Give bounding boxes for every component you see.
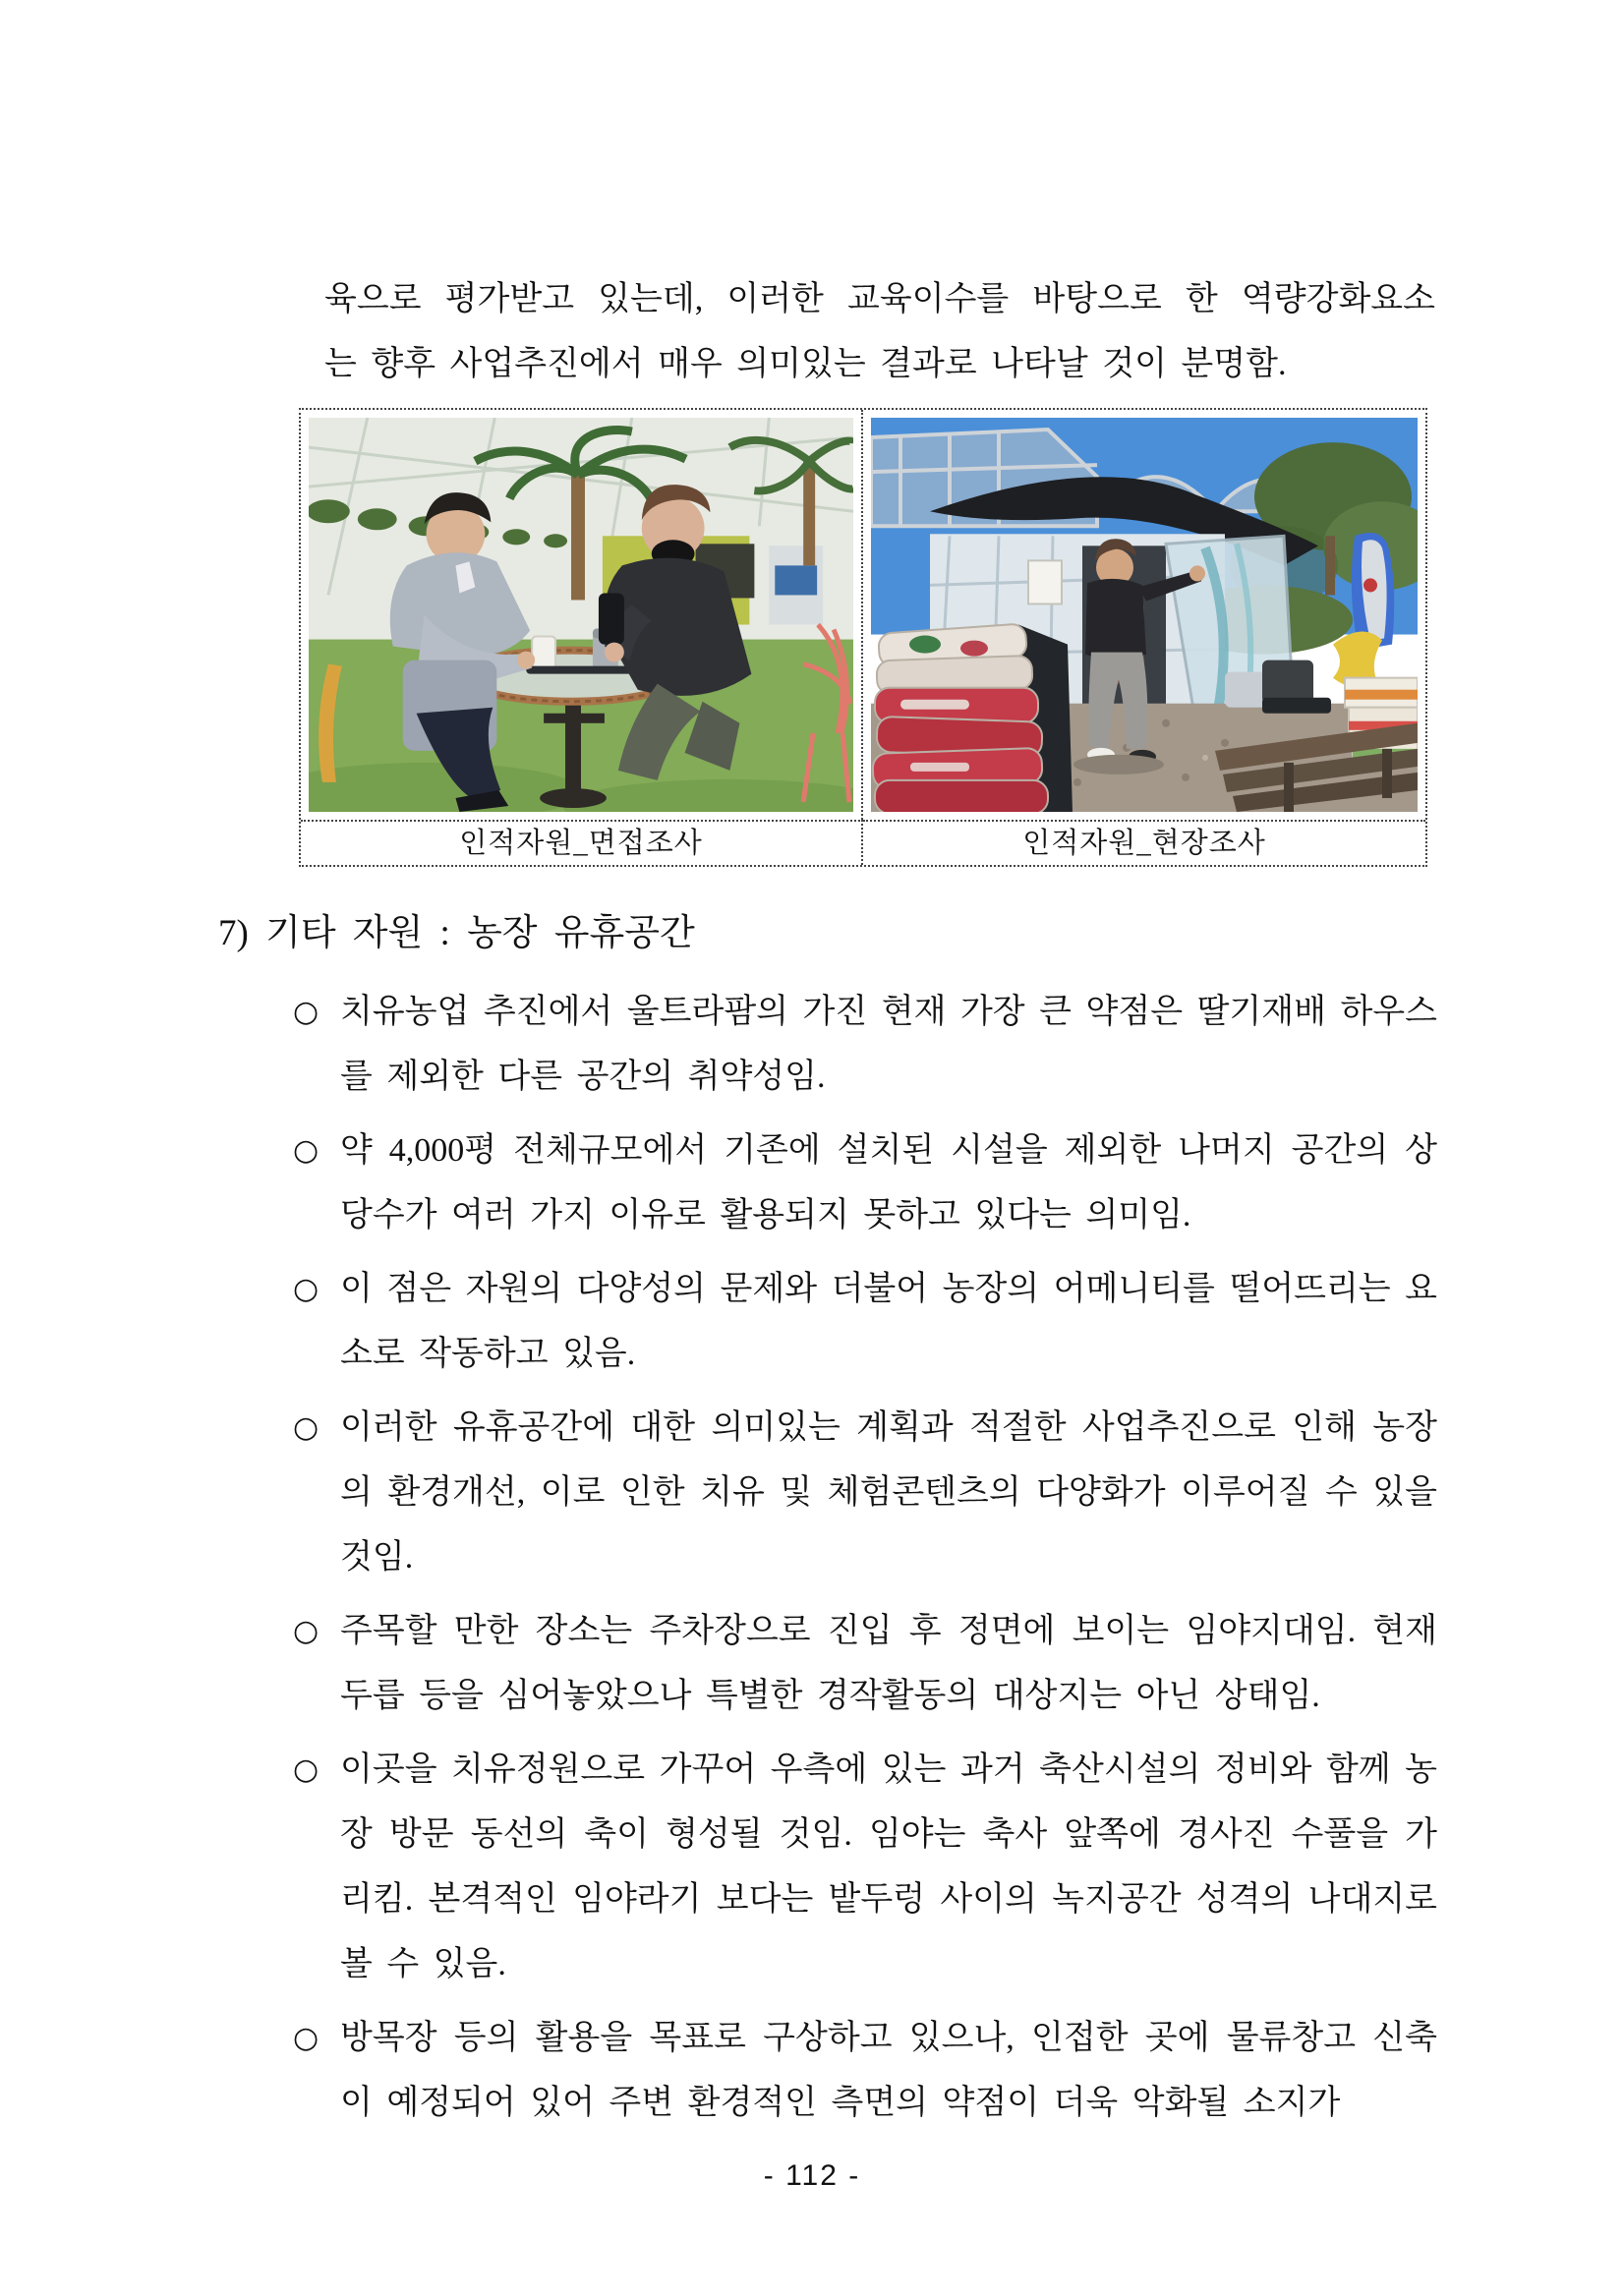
bullet-text: 방목장 등의 활용을 목표로 구상하고 있으나, 인접한 곳에 물류창고 신축이 예정되어 있어 주변 환경적인 측면의 약점이 더욱 악화될 소지가 (340, 2020, 1437, 2121)
bullet-list (293, 980, 1437, 2145)
bullet-circle-icon: ○ (293, 1752, 319, 1787)
bullet-circle-icon: ○ (293, 1272, 319, 1306)
photo-field-survey (863, 410, 1425, 820)
intro-line-1: 육으로 평가받고 있는데, 이러한 교육이수를 바탕으로 한 역량강화요소 (324, 281, 1435, 317)
photo-interview (301, 410, 863, 820)
bullet-text: 이곳을 치유정원으로 가꾸어 우측에 있는 과거 축산시설의 정비와 함께 농장 방문 동선의 축이 형성될 것임. 임야는 축사 앞쪽에 경사진 수풀을 가리킴. 본격적인 임야라기 보다는 밭두렁 사이의 녹지공간 성격의 나대지로 볼 수 있음. (340, 1751, 1437, 1982)
intro-line-2: 는 향후 사업추진에서 매우 의미있는 결과로 나타날 것이 분명함. (324, 346, 1287, 382)
fertilizer-sacks (872, 623, 1073, 812)
bullet-item (293, 1119, 1437, 1248)
bullet-item (293, 1257, 1437, 1387)
page-number: - 112 - (763, 2159, 861, 2192)
caption-interview: 인적자원_면접조사 (301, 820, 863, 865)
bullet-item (293, 1396, 1437, 1590)
bullet-circle-icon: ○ (293, 995, 319, 1029)
bullet-circle-icon: ○ (293, 2021, 319, 2055)
bullet-circle-icon: ○ (293, 1410, 319, 1445)
bullet-text: 이 점은 자원의 다양성의 문제와 더불어 농장의 어메니티를 떨어뜨리는 요소로 작동하고 있음. (340, 1271, 1437, 1372)
section-heading: 7) 기타 자원 : 농장 유휴공간 (218, 913, 695, 953)
bullet-text: 치유농업 추진에서 울트라팜의 가진 현재 가장 큰 약점은 딸기재배 하우스를 제외한 다른 공간의 취약성임. (340, 994, 1437, 1095)
bullet-item (293, 980, 1437, 1110)
bullet-item (293, 1738, 1437, 1997)
greenhouse-interior-photo (309, 418, 853, 812)
intro-paragraph (324, 267, 1435, 397)
bullet-item (293, 2006, 1437, 2136)
bullet-item (293, 1599, 1437, 1729)
bullet-circle-icon: ○ (293, 1614, 319, 1648)
bullet-text: 주목할 만한 장소는 주차장으로 진입 후 정면에 보이는 임야지대임. 현재 두릅 등을 심어놓았으나 특별한 경작활동의 대상지는 아닌 상태임. (340, 1613, 1437, 1714)
bullet-circle-icon: ○ (293, 1133, 319, 1168)
farm-site-photo (871, 418, 1418, 812)
bullet-text: 약 4,000평 전체규모에서 기존에 설치된 시설을 제외한 나머지 공간의 상당수가 여러 가지 이유로 활용되지 못하고 있다는 의미임. (340, 1132, 1437, 1234)
bullet-text: 이러한 유휴공간에 대한 의미있는 계획과 적절한 사업추진으로 인해 농장의 환경개선, 이로 인한 치유 및 체험콘텐츠의 다양화가 이루어질 수 있을 것임. (340, 1409, 1437, 1576)
caption-field: 인적자원_현장조사 (863, 820, 1425, 865)
photo-figure-table (299, 408, 1427, 867)
